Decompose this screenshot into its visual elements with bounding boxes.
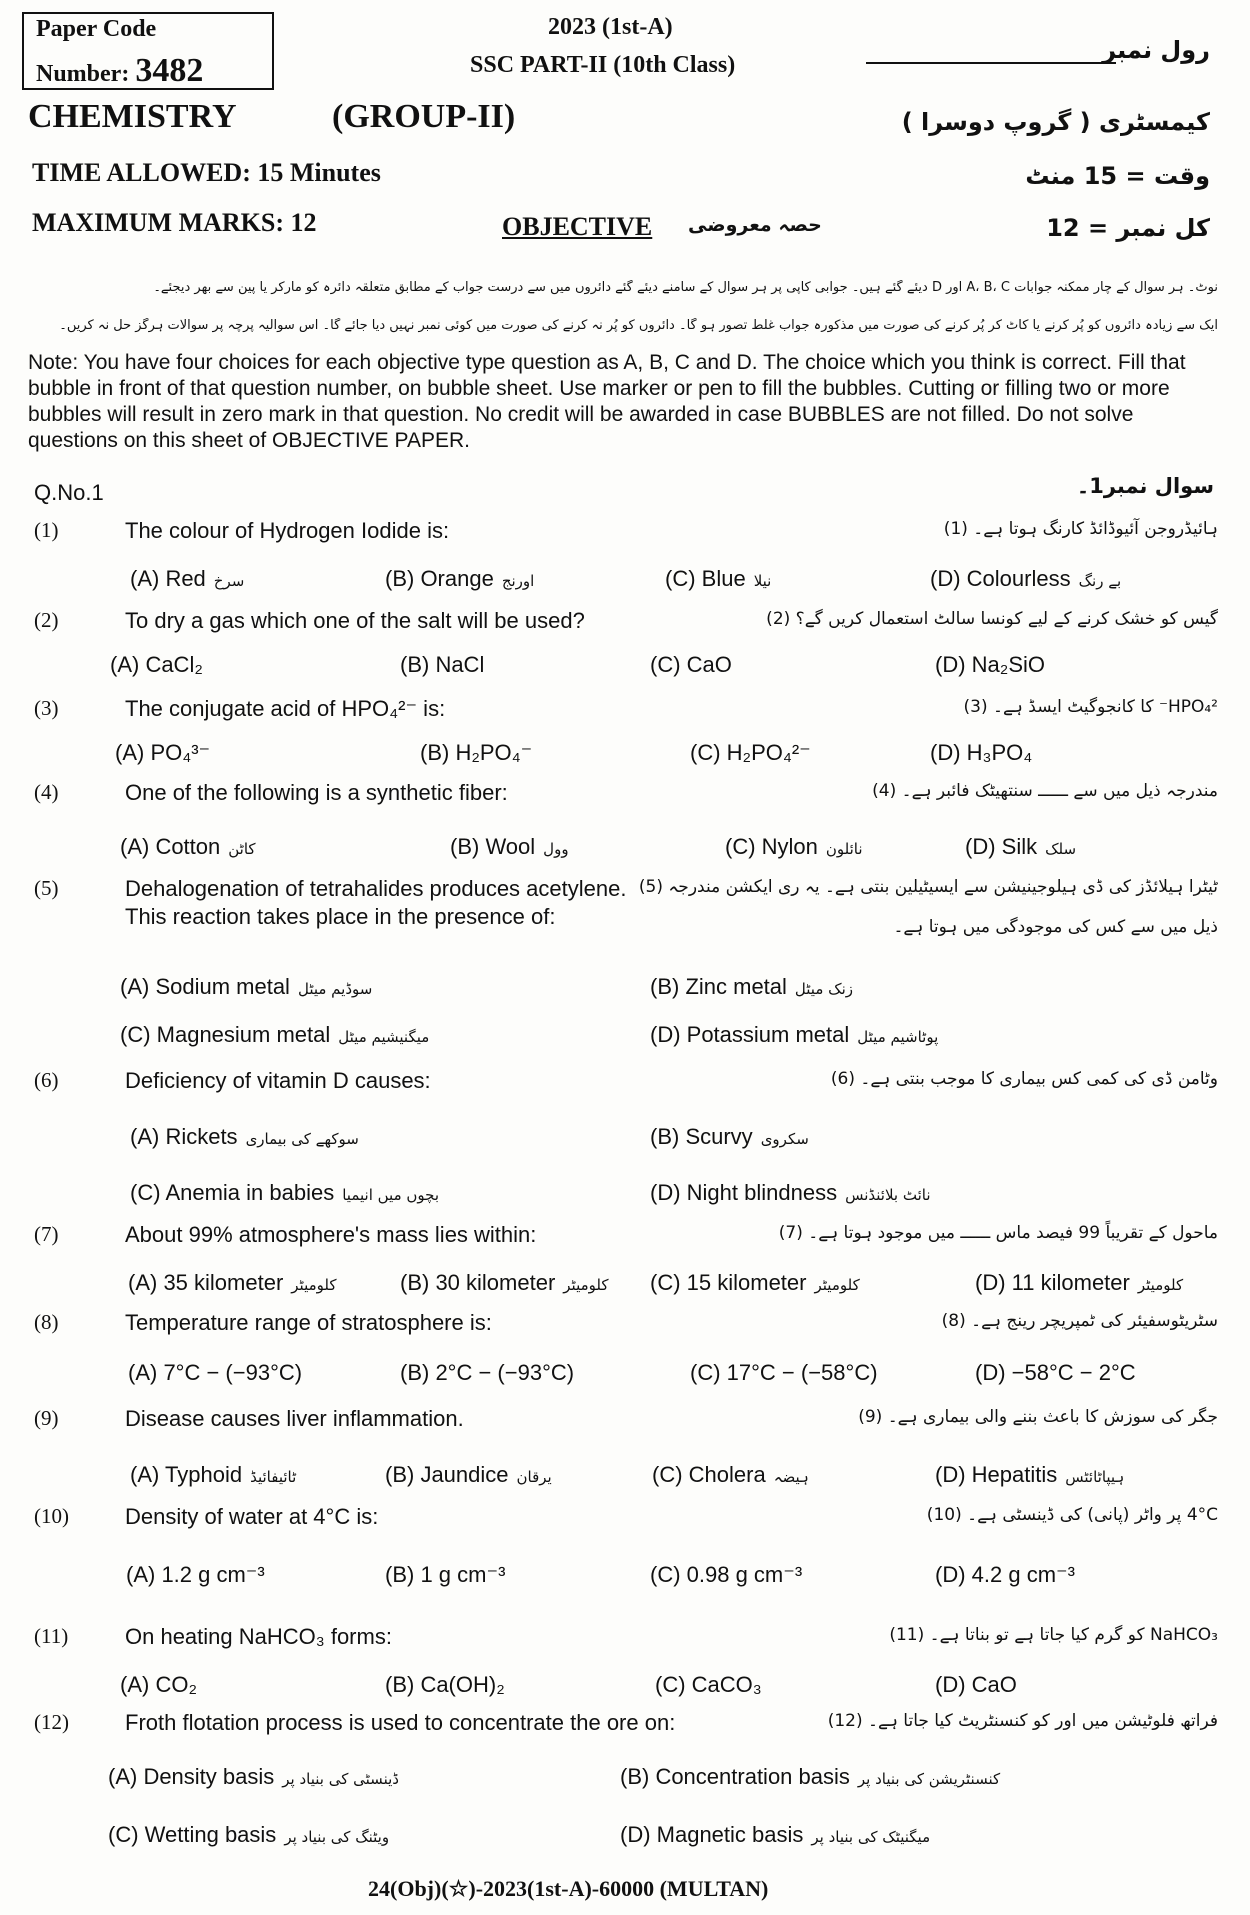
subject-urdu: کیمسٹری ( گروپ دوسرا ) <box>901 108 1210 136</box>
option-text: (D) Colourless <box>930 566 1071 591</box>
question-text-urdu: ماحول کے تقریباً 99 فیصد ماس ــــــ میں موجود ہوتا ہے۔ (7) <box>778 1223 1218 1243</box>
option-text: (A) 7°C − (−93°C) <box>128 1360 303 1385</box>
option-text-urdu: ہیپاٹائٹس <box>1065 1468 1125 1486</box>
question-text-urdu: سٹریٹوسفیئر کی ٹمپریچر رینج ہے۔ (8) <box>941 1311 1218 1331</box>
question-number: (11) <box>34 1624 69 1648</box>
option-d <box>620 1822 930 1848</box>
option-b <box>450 834 569 860</box>
option-text-urdu: ڈینسٹی کی بنیاد پر <box>282 1770 399 1788</box>
question-number: (10) <box>34 1504 69 1528</box>
option-text: (C) Magnesium metal <box>120 1022 331 1047</box>
max-marks: MAXIMUM MARKS: 12 <box>32 208 317 237</box>
footer-code: 24(Obj)(☆)-2023(1st-A)-60000 (MULTAN) <box>368 1876 769 1901</box>
option-c <box>655 1672 762 1698</box>
option-text: (A) Cotton <box>120 834 221 859</box>
option-b <box>400 652 484 678</box>
option-text-urdu: کلومیٹر <box>814 1276 860 1294</box>
option-text-urdu: سکروی <box>760 1130 809 1148</box>
option-text: (C) Nylon <box>725 834 818 859</box>
question-text-urdu: NaHCO₃ کو گرم کیا جاتا ہے تو بناتا ہے۔ (11) <box>889 1625 1218 1645</box>
option-text: (A) Rickets <box>130 1124 238 1149</box>
option-d <box>935 1672 1017 1698</box>
option-d <box>935 652 1045 678</box>
option-text: (B) Zinc metal <box>650 974 787 999</box>
question-text: Dehalogenation of tetrahalides produces acetylene. <box>125 876 627 901</box>
question-number: (8) <box>34 1310 59 1334</box>
option-text-urdu: کنسنٹریشن کی بنیاد پر <box>857 1770 1001 1788</box>
marks-urdu: کل نمبر = 12 <box>1046 214 1210 242</box>
option-text: (B) Concentration basis <box>620 1764 850 1789</box>
option-text: (D) Silk <box>965 834 1038 859</box>
option-text-urdu: وول <box>543 840 569 858</box>
option-c <box>690 740 811 766</box>
option-text: (D) 4.2 g cm⁻³ <box>935 1562 1075 1587</box>
option-text: (D) CaO <box>935 1672 1017 1697</box>
question-text: Deficiency of vitamin D causes: <box>125 1068 431 1093</box>
option-text-urdu: سرخ <box>213 572 245 590</box>
option-a <box>130 1462 296 1488</box>
urdu-note-line-2: ایک سے زیادہ دائروں کو پُر کرنے یا کاٹ کر پُر کرنے کی صورت میں مذکورہ جواب غلط تصور ہو گا۔ دائروں کو پُر نہ کرنے کی صورت میں کوئی نمبر نہیں دیا جائے گا۔ اس سوالیہ پرچہ پر سوالات ہرگز حل نہ کریں۔ <box>59 318 1218 333</box>
option-text: (B) 2°C − (−93°C) <box>400 1360 575 1385</box>
option-text-urdu: نیلا <box>753 572 772 590</box>
option-a <box>108 1764 399 1790</box>
time-urdu: وقت = 15 منٹ <box>1025 162 1210 190</box>
option-text: (D) Magnetic basis <box>620 1822 804 1847</box>
option-d <box>650 1180 931 1206</box>
option-text: (D) −58°C − 2°C <box>975 1360 1136 1385</box>
question-text-urdu: مندرجہ ذیل میں سے ــــــ سنتھیٹک فائبر ہے۔ (4) <box>872 781 1218 801</box>
paper-number: Number: 3482 <box>36 52 204 89</box>
option-text: (C) H₂PO₄²⁻ <box>690 740 811 765</box>
option-c <box>725 834 863 860</box>
paper-code-box <box>22 12 274 90</box>
question-text: The conjugate acid of HPO₄²⁻ is: <box>125 696 446 721</box>
option-d <box>935 1462 1124 1488</box>
question-text-urdu: 4°C پر واٹر (پانی) کی ڈینسٹی ہے۔ (10) <box>926 1505 1218 1525</box>
option-a <box>120 1672 197 1698</box>
question-text-urdu: ٹیٹرا ہیلائڈز کی ڈی ہیلوجینیشن سے ایسیٹیلین بنتی ہے۔ یہ ری ایکشن مندرجہ (5) <box>638 877 1218 897</box>
question-heading-urdu: سوال نمبر1۔ <box>1076 474 1214 498</box>
option-text-urdu: میگنیشیم میٹل <box>338 1028 430 1046</box>
question-number: (5) <box>34 876 59 900</box>
option-c <box>108 1822 389 1848</box>
option-text: (C) Anemia in babies <box>130 1180 335 1205</box>
option-text: (B) NaCl <box>400 652 485 677</box>
option-text: (B) 30 kilometer <box>400 1270 556 1295</box>
option-text: (D) 11 kilometer <box>975 1270 1130 1295</box>
option-text: (A) Sodium metal <box>120 974 290 999</box>
question-text-urdu: گیس کو خشک کرنے کے لیے کونسا سالٹ استعمال کریں گے؟ (2) <box>766 609 1218 629</box>
option-text: (A) Red <box>130 566 206 591</box>
option-a <box>115 740 210 766</box>
option-text: (D) H₃PO₄ <box>930 740 1033 765</box>
option-text: (A) 35 kilometer <box>128 1270 284 1295</box>
objective-urdu: حصہ معروضی <box>688 214 822 236</box>
question-text-urdu: فراتھ فلوٹیشن میں اور کو کنسنٹریٹ کیا جاتا ہے۔ (12) <box>827 1711 1218 1731</box>
subject-title: CHEMISTRY <box>28 98 237 135</box>
question-text: On heating NaHCO₃ forms: <box>125 1624 392 1649</box>
option-text-urdu: ٹائیفائیڈ <box>250 1468 297 1486</box>
option-text: (C) 0.98 g cm⁻³ <box>650 1562 803 1587</box>
option-text-urdu: نائٹ بلائنڈنس <box>845 1186 931 1204</box>
option-text-urdu: بے رنگ <box>1078 572 1122 590</box>
option-text: (C) Wetting basis <box>108 1822 277 1847</box>
option-b <box>620 1764 1000 1790</box>
question-number: (6) <box>34 1068 59 1092</box>
option-text: (D) Na₂SiO <box>935 652 1045 677</box>
question-number: (7) <box>34 1222 59 1246</box>
question-number: (3) <box>34 696 59 720</box>
option-text: (B) Wool <box>450 834 536 859</box>
option-text-urdu: کلومیٹر <box>563 1276 609 1294</box>
question-text: About 99% atmosphere's mass lies within: <box>125 1222 537 1247</box>
option-b <box>385 1562 505 1588</box>
time-allowed: TIME ALLOWED: 15 Minutes <box>32 158 381 187</box>
option-b <box>385 1462 552 1488</box>
objective-title: OBJECTIVE <box>502 212 653 241</box>
question-text-urdu: وٹامن ڈی کی کمی کس بیماری کا موجب بنتی ہے۔ (6) <box>830 1069 1218 1089</box>
class-line: SSC PART-II (10th Class) <box>470 52 736 78</box>
option-text: (A) CO₂ <box>120 1672 197 1697</box>
option-text: (B) Ca(OH)₂ <box>385 1672 505 1697</box>
option-text-urdu: سوکھے کی بیماری <box>245 1130 359 1148</box>
roll-no-urdu: رول نمبر <box>1102 36 1210 64</box>
option-b <box>385 566 534 592</box>
option-a <box>130 1124 359 1150</box>
option-text: (A) Density basis <box>108 1764 275 1789</box>
option-d <box>975 1360 1136 1386</box>
option-b <box>650 974 853 1000</box>
option-text: (B) Jaundice <box>385 1462 509 1487</box>
option-c <box>652 1462 809 1488</box>
option-b <box>420 740 532 766</box>
question-text: Disease causes liver inflammation. <box>125 1406 464 1431</box>
urdu-note-line-1: نوٹ۔ ہر سوال کے چار ممکنہ جوابات A، B، C اور D دیئے گئے ہیں۔ جوابی کاپی پر ہر سوال کے سامنے دیئے گئے دائروں میں سے درست جواب کے مطابق متعلقہ دائرہ کو مارکر یا پین سے بھر دیجئے۔ <box>153 280 1218 295</box>
question-text-urdu: HPO₄²⁻ کا کانجوگیٹ ایسڈ ہے۔ (3) <box>963 697 1218 717</box>
option-a <box>128 1270 337 1296</box>
paper-code-label: Paper Code <box>36 16 157 42</box>
question-text: Froth flotation process is used to concentrate the ore on: <box>125 1710 676 1735</box>
option-text: (C) CaO <box>650 652 732 677</box>
question-text-urdu: ہائیڈروجن آئیوڈائڈ کارنگ ہوتا ہے۔ (1) <box>943 519 1218 539</box>
option-text: (C) 17°C − (−58°C) <box>690 1360 878 1385</box>
option-d <box>650 1022 938 1048</box>
option-d <box>935 1562 1075 1588</box>
option-c <box>130 1180 439 1206</box>
option-text: (C) 15 kilometer <box>650 1270 807 1295</box>
option-text-urdu: زنک میٹل <box>794 980 853 998</box>
option-text-urdu: میگنیٹک کی بنیاد پر <box>811 1828 931 1846</box>
option-text: (D) Night blindness <box>650 1180 838 1205</box>
option-b <box>400 1360 574 1386</box>
question-text-urdu: جگر کی سوزش کا باعث بننے والی بیماری ہے۔ (9) <box>858 1407 1218 1427</box>
option-text: (A) PO₄³⁻ <box>115 740 211 765</box>
question-number: (2) <box>34 608 59 632</box>
instructions-note: Note: You have four choices for each objective type question as A, B, C and D. The choice which you think is correct. Fill that bubble in front of that question number, on bubble sheet. Use marker or pen to fill the bubbles. Cutting or filling two or more bubbles will result in zero mark in that question. No credit will be awarded in case BUBBLES are not filled. Do not solve questions on this sheet of OBJECTIVE PAPER. <box>28 351 1186 452</box>
option-text: (A) 1.2 g cm⁻³ <box>126 1562 265 1587</box>
option-c <box>665 566 771 592</box>
option-c <box>120 1022 429 1048</box>
option-text-urdu: کاٹن <box>228 840 256 858</box>
option-text-urdu: اورنج <box>501 572 535 590</box>
option-text-urdu: سلک <box>1045 840 1077 858</box>
option-text: (D) Potassium metal <box>650 1022 850 1047</box>
option-text-urdu: ہیضہ <box>773 1468 809 1486</box>
option-d <box>930 566 1121 592</box>
option-text: (C) Blue <box>665 566 746 591</box>
option-a <box>110 652 203 678</box>
option-text-urdu: ویٹنگ کی بنیاد پر <box>284 1828 390 1846</box>
question-text: One of the following is a synthetic fiber: <box>125 780 508 805</box>
option-a <box>128 1360 302 1386</box>
question-number: (12) <box>34 1710 69 1734</box>
option-text: (A) Typhoid <box>130 1462 243 1487</box>
option-text: (B) Scurvy <box>650 1124 753 1149</box>
option-c <box>650 1562 802 1588</box>
option-d <box>975 1270 1183 1296</box>
group-title: (GROUP-II) <box>332 98 516 135</box>
option-a <box>130 566 244 592</box>
question-text: To dry a gas which one of the salt will be used? <box>125 608 585 633</box>
option-text: (B) H₂PO₄⁻ <box>420 740 533 765</box>
option-d <box>930 740 1032 766</box>
option-b <box>650 1124 809 1150</box>
option-text-urdu: کلومیٹر <box>291 1276 337 1294</box>
option-text: (B) 1 g cm⁻³ <box>385 1562 506 1587</box>
option-text: (C) Cholera <box>652 1462 766 1487</box>
question-text-line-2: This reaction takes place in the presence of: <box>125 904 556 929</box>
option-c <box>690 1360 878 1386</box>
option-text-urdu: پوٹاشیم میٹل <box>857 1028 939 1046</box>
roll-no-line <box>866 62 1116 64</box>
option-text: (A) CaCl₂ <box>110 652 203 677</box>
option-text-urdu: بچوں میں انیمیا <box>342 1186 439 1204</box>
option-b <box>385 1672 505 1698</box>
option-text: (B) Orange <box>385 566 494 591</box>
question-heading: Q.No.1 <box>34 480 104 505</box>
option-text-urdu: یرقان <box>516 1468 552 1486</box>
option-c <box>650 652 732 678</box>
option-a <box>126 1562 265 1588</box>
option-text: (C) CaCO₃ <box>655 1672 762 1697</box>
option-text-urdu: کلومیٹر <box>1137 1276 1184 1294</box>
option-text-urdu: نائلون <box>825 840 863 858</box>
question-number: (9) <box>34 1406 59 1430</box>
question-text: Temperature range of stratosphere is: <box>125 1310 492 1335</box>
option-text-urdu: سوڈیم میٹل <box>297 980 373 998</box>
question-text-urdu-line-2: ذیل میں سے کس کی موجودگی میں ہوتا ہے۔ <box>893 917 1218 937</box>
question-number: (1) <box>34 518 59 542</box>
question-text: Density of water at 4°C is: <box>125 1504 379 1529</box>
option-b <box>400 1270 609 1296</box>
option-text: (D) Hepatitis <box>935 1462 1058 1487</box>
question-number: (4) <box>34 780 59 804</box>
option-d <box>965 834 1076 860</box>
option-c <box>650 1270 860 1296</box>
exam-year: 2023 (1st-A) <box>548 14 673 40</box>
option-a <box>120 974 372 1000</box>
question-text: The colour of Hydrogen Iodide is: <box>125 518 450 543</box>
option-a <box>120 834 256 860</box>
